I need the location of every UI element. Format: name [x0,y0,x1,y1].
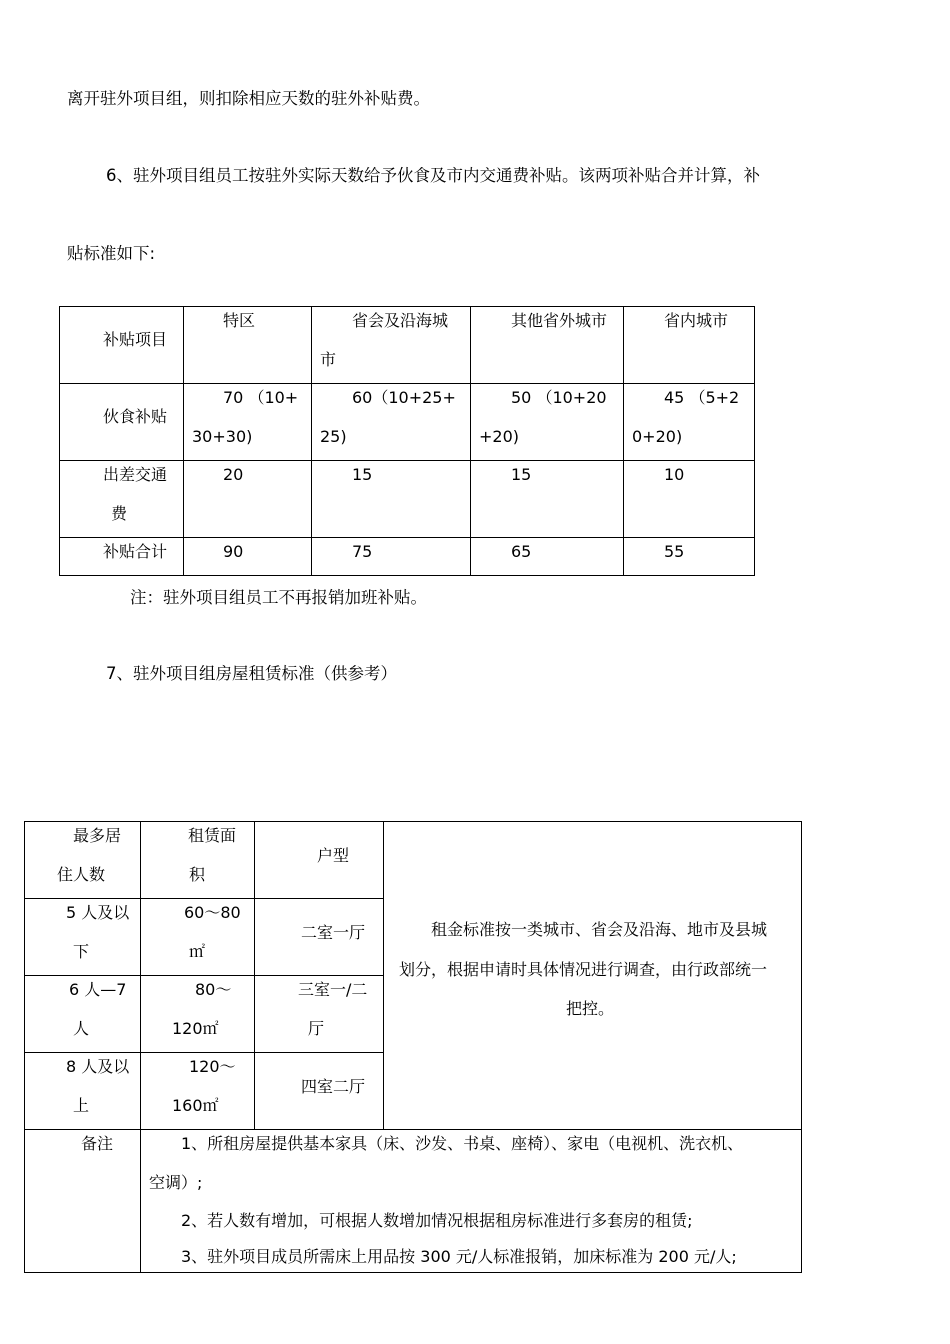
table-cell [184,538,312,576]
remarks-content-cell [141,1130,802,1273]
paragraph-6-line2: 贴标准如下: [67,244,156,263]
type-value: 四室二厅 [301,1077,366,1096]
table-cell [624,538,755,576]
people-value-cont: 上 [73,1096,90,1115]
area-value: 80～ [195,980,232,999]
header-col4: 省内城市 [664,311,729,330]
table-cell [312,384,471,461]
remark-1-cont: 空调）; [149,1173,203,1192]
remark-1: 1、所租房屋提供基本家具（床、沙发、书桌、座椅）、家电（电视机、洗衣机、 [181,1134,744,1153]
subsidy-table [59,306,755,576]
people-value-cont: 下 [73,942,90,961]
table-cell [25,976,141,1053]
header-col2-cell [312,307,471,384]
header-col1: 特区 [223,311,256,330]
area-value: 120～ [189,1057,236,1076]
table-cell [25,899,141,976]
paragraph-deduction: 离开驻外项目组，则扣除相应天数的驻外补贴费。 [67,89,430,108]
rent-standard-line1: 租金标准按一类城市、省会及沿海、地市及县城 [431,920,768,939]
people-value: 8 人及以 [66,1057,130,1076]
table-cell [25,1053,141,1130]
header-col3: 其他省外城市 [511,311,608,330]
cell-value: 65 [511,542,532,561]
header-people-cell [25,822,141,899]
row-transport-label-cell [60,461,184,538]
remark-3: 3、驻外项目成员所需床上用品按 300 元/人标准报销，加床标准为 200 元/人; [181,1247,737,1266]
area-value-cont: ㎡ [189,942,206,961]
cell-value: 20 [223,465,244,484]
header-col3-cell [471,307,624,384]
table-cell [141,1053,255,1130]
people-value-cont: 人 [73,1019,90,1038]
table-cell [471,461,624,538]
cell-value: 15 [511,465,532,484]
cell-value: 50 （10+20 [511,388,607,407]
people-value: 6 人—7 [69,980,127,999]
table-cell [312,538,471,576]
table-cell [624,384,755,461]
area-value: 60～80 [184,903,241,922]
rent-table [24,821,802,1273]
row-label: 伙食补贴 [103,407,168,426]
header-col2-a: 省会及沿海城 [352,311,449,330]
cell-value: 10 [664,465,685,484]
header-item: 补贴项目 [103,330,168,349]
table-cell [141,976,255,1053]
table-cell [184,461,312,538]
row-label: 补贴合计 [103,542,168,561]
paragraph-6-line1: 6、驻外项目组员工按驻外实际天数给予伙食及市内交通费补贴。该两项补贴合并计算，补 [106,166,760,185]
cell-value-cont: 0+20) [632,427,683,446]
table-cell [255,899,384,976]
header-people-b: 住人数 [57,865,106,884]
header-type-cell [255,822,384,899]
cell-value: 90 [223,542,244,561]
paragraph-7: 7、驻外项目组房屋租赁标准（供参考） [106,664,397,683]
table-cell [255,976,384,1053]
type-value-cont: 厅 [308,1019,325,1038]
cell-value: 75 [352,542,373,561]
header-item-cell [60,307,184,384]
cell-value-cont: 30+30) [192,427,253,446]
cell-value: 70 （10+ [223,388,299,407]
cell-value: 15 [352,465,373,484]
row-total-label-cell [60,538,184,576]
type-value: 三室一/二 [298,980,368,999]
rent-standard-cell [384,822,802,1130]
area-value-cont: 120㎡ [172,1019,219,1038]
remarks-label: 备注 [81,1134,114,1153]
cell-value-cont: 25) [320,427,347,446]
note-no-overtime: 注：驻外项目组员工不再报销加班补贴。 [130,588,427,607]
row-label: 出差交通 [103,465,168,484]
header-type: 户型 [317,846,350,865]
cell-value: 45 （5+2 [664,388,740,407]
remarks-label-cell [25,1130,141,1273]
remark-2: 2、若人数有增加，可根据人数增加情况根据租房标准进行多套房的租赁; [181,1211,693,1230]
row-meal-label-cell [60,384,184,461]
table-cell [624,461,755,538]
table-cell [184,384,312,461]
area-value-cont: 160㎡ [172,1096,219,1115]
rent-standard-line3: 把控。 [566,999,615,1018]
table-cell [471,538,624,576]
header-area-cell [141,822,255,899]
header-col4-cell [624,307,755,384]
header-area-b: 积 [189,865,206,884]
row-label-cont: 费 [111,504,128,523]
table-cell [312,461,471,538]
header-people-a: 最多居 [73,826,122,845]
header-area-a: 租赁面 [188,826,237,845]
table-cell [141,899,255,976]
table-cell [471,384,624,461]
cell-value-cont: +20) [479,427,520,446]
header-col2-b: 市 [320,350,337,369]
header-col1-cell [184,307,312,384]
people-value: 5 人及以 [66,903,130,922]
cell-value: 55 [664,542,685,561]
type-value: 二室一厅 [301,923,366,942]
table-cell [255,1053,384,1130]
rent-standard-line2: 划分，根据申请时具体情况进行调查，由行政部统一 [399,960,768,979]
cell-value: 60（10+25+ [352,388,456,407]
